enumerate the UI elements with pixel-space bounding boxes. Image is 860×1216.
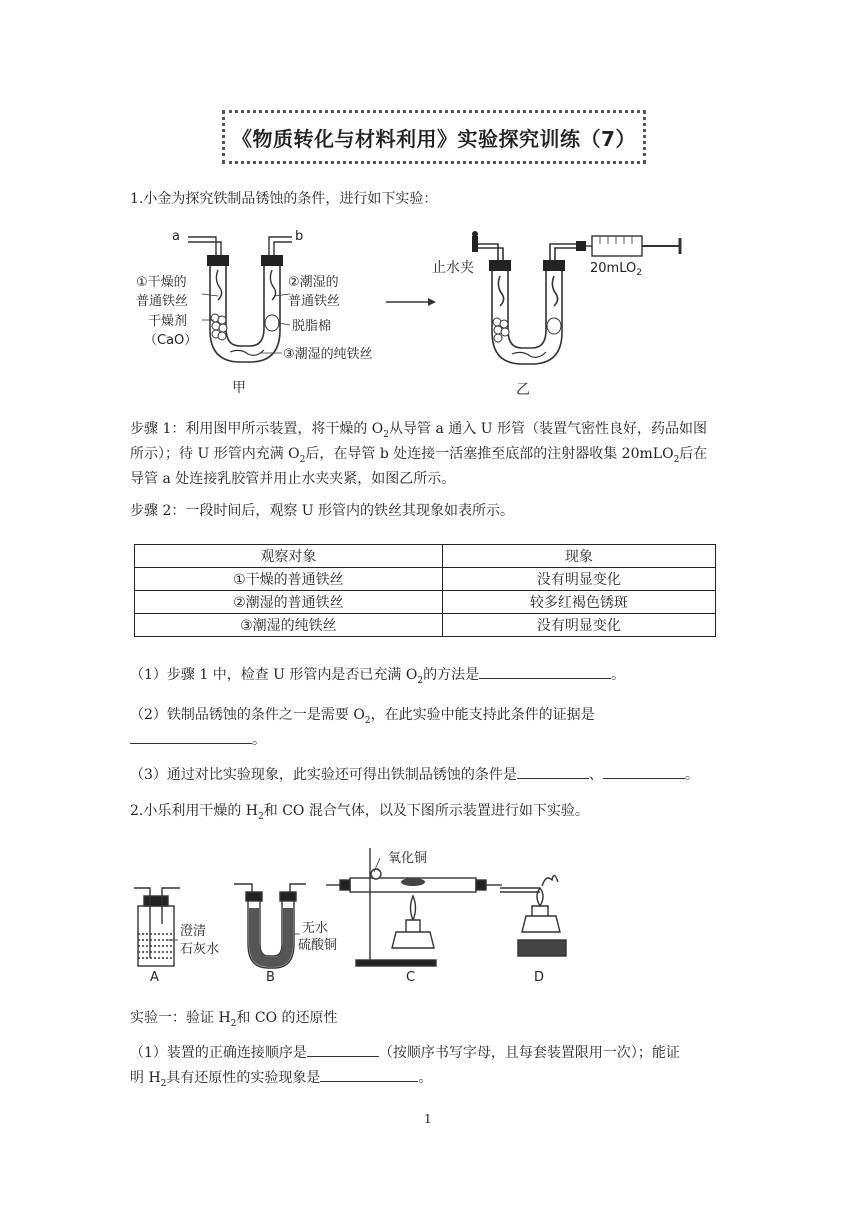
answer-blank[interactable]: [479, 664, 611, 679]
syringe-icon: [576, 236, 680, 256]
table-cell: ②潮湿的普通铁丝: [135, 591, 443, 614]
answer-blank[interactable]: [307, 1042, 379, 1057]
water-clamp-icon: [472, 231, 478, 252]
label-copper-sulfate-1: 无水: [302, 921, 329, 936]
delivery-tubes-jia: [188, 237, 292, 300]
label-limewater-2: 石灰水: [180, 942, 220, 957]
label-letter-b: B: [266, 970, 275, 985]
pure-iron-wire-yi: [512, 352, 546, 357]
label-pure-wire: ③潮湿的纯铁丝: [283, 347, 373, 362]
apparatus-d-burner: [500, 875, 566, 956]
table-cell: ①干燥的普通铁丝: [135, 568, 443, 591]
arrow-icon: [386, 298, 436, 306]
stopper-right-yi: [543, 260, 565, 271]
answer-blank[interactable]: [603, 764, 685, 779]
table-row: [135, 614, 716, 637]
label-letter-c: C: [406, 970, 416, 985]
q2-sub1: （1）装置的正确连接顺序是 （按顺序书写字母，且每套装置限用一次）；能证 明 $H_2$具有还原性的实验现象是 。: [130, 1041, 730, 1091]
label-copper-sulfate-2: 硫酸铜: [298, 938, 338, 953]
caption-yi: 乙: [516, 382, 530, 398]
observation-table: [134, 544, 716, 637]
answer-blank[interactable]: [130, 729, 252, 744]
label-wet-wire-2: 普通铁丝: [288, 294, 341, 309]
q1-sub1: （1）步骤 1 中，检查 U 形管内是否已充满 $O_2$的方法是 。: [130, 663, 730, 688]
label-dry-wire-1: ①干燥的: [136, 275, 187, 290]
stopper-right-jia: [261, 255, 283, 266]
table-header-cell: 现象: [442, 545, 715, 568]
caption-jia: 甲: [232, 380, 246, 396]
apparatus-b-u-tube: [234, 884, 306, 968]
reduction-apparatus-figure: [130, 836, 570, 986]
page-title: 《物质转化与材料利用》实验探究训练（7）: [232, 126, 636, 151]
answer-blank[interactable]: [517, 764, 589, 779]
q2-exp1: 实验一：验证 $H_2$和 CO 的还原性: [130, 1010, 338, 1029]
table-cell: 没有明显变化: [442, 568, 715, 591]
desiccant-granules: [211, 314, 227, 340]
table-header-row: [135, 545, 716, 568]
q1-step1: 步骤 1：利用图甲所示装置，将干燥的 $O_2$从导管 a 通入 U 形管（装置气密性良好，药品如图 所示）；待 U 形管内充满 $O_2$后，在导管 b 处连接一活塞推至底部的注射器收集 20mLO$_2$后在 导管 a 处连接乳胶管并用止水夹夹紧，如图乙所示。: [130, 421, 708, 487]
label-water-clamp: 止水夹: [432, 260, 474, 276]
q1-step2: 步骤 2：一段时间后，观察 U 形管内的铁丝其现象如表所示。: [130, 503, 515, 519]
q1-sub3: （3）通过对比实验现象，此实验还可得出铁制品锈蚀的条件是 、 。: [130, 763, 730, 788]
tube-a-label: a: [172, 229, 180, 244]
apparatus-a-bottle: [134, 888, 180, 966]
table-cell: ③潮湿的纯铁丝: [135, 614, 443, 637]
table-row: [135, 568, 716, 591]
q1-intro: 1.小金为探究铁制品锈蚀的条件，进行如下实验：: [130, 191, 438, 207]
label-copper-oxide: 氧化铜: [388, 851, 428, 866]
cotton-plug-yi: [547, 318, 561, 334]
table-row: [135, 591, 716, 614]
title-box: [222, 110, 646, 164]
label-cotton: 脱脂棉: [292, 319, 332, 334]
pure-iron-wire: [230, 350, 264, 355]
q1-sub2: （2）铁制品锈蚀的条件之一是需要 $O_2$，在此实验中能支持此条件的证据是 。: [130, 707, 595, 748]
table-cell: 没有明显变化: [442, 614, 715, 637]
label-letter-a: A: [150, 970, 159, 985]
label-letter-d: D: [534, 970, 545, 985]
label-cao: （CaO）: [144, 333, 198, 348]
cotton-plug: [265, 315, 279, 331]
tube-b-label: b: [295, 229, 304, 244]
answer-blank[interactable]: [320, 1067, 418, 1082]
q2-intro: 2.小乐利用干燥的 $H_2$和 CO 混合气体，以及下图所示装置进行如下实验。: [130, 803, 589, 822]
u-tube-jia: [210, 266, 280, 362]
stopper-left-jia: [207, 255, 229, 266]
label-desiccant: 干燥剂: [148, 314, 188, 329]
iron-rust-apparatus-figure: [130, 222, 710, 400]
desiccant-granules-yi: [493, 318, 509, 342]
table-header-cell: 观察对象: [135, 545, 443, 568]
copper-sulfate-powder: [249, 908, 293, 967]
stopper-left-yi: [489, 260, 511, 271]
label-syringe: 20mLO$_2$: [590, 261, 642, 278]
label-limewater-1: 澄清: [180, 924, 207, 939]
page-number: 1: [424, 1112, 432, 1126]
table-cell: 较多红褐色锈斑: [442, 591, 715, 614]
copper-oxide-powder: [401, 878, 425, 886]
label-wet-wire-1: ②潮湿的: [288, 275, 339, 290]
label-dry-wire-2: 普通铁丝: [136, 294, 189, 309]
